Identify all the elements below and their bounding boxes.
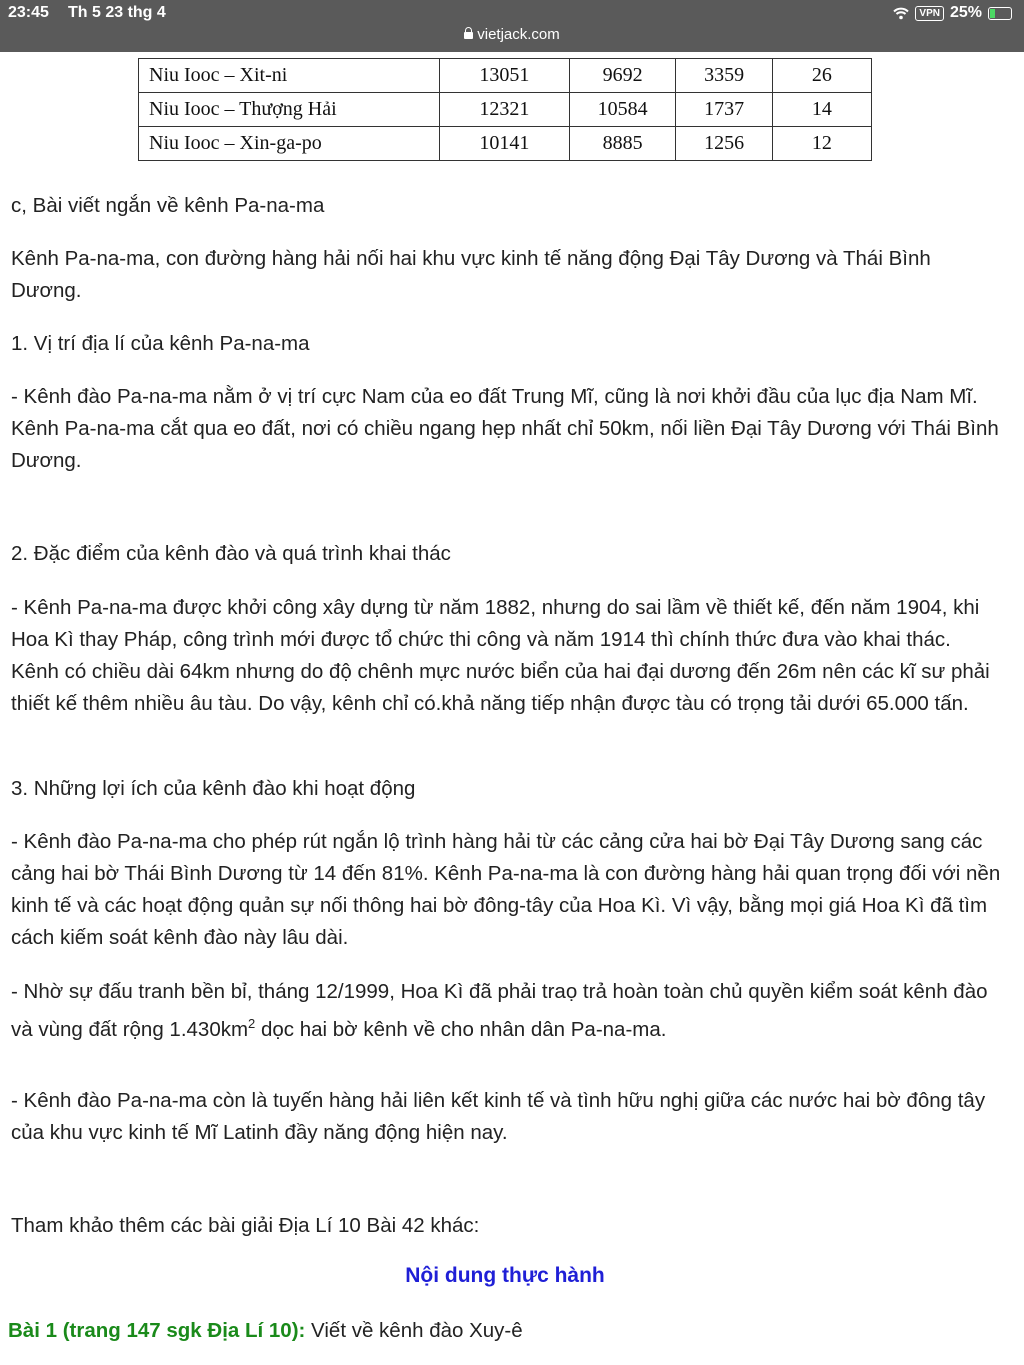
lock-icon (464, 32, 473, 39)
url-text: vietjack.com (477, 26, 560, 43)
table-cell: 3359 (676, 59, 772, 93)
url-bar[interactable] (0, 26, 1024, 43)
table-cell: 14 (772, 93, 871, 127)
status-date: Th 5 23 thg 4 (68, 4, 166, 21)
practice-content-link[interactable]: Nội dung thực hành (405, 1264, 605, 1287)
sovereignty-text: - Nhờ sự đấu tranh bền bỉ, tháng 12/1999, Hoa Kì đã phải traọ trả hoàn toàn chủ quyền kiểm soát kênh đào và vùng đất rộng 1.430km (11, 980, 988, 1041)
table-cell: 13051 (439, 59, 569, 93)
exercise-title[interactable]: Bài 1 (trang 147 sgk Địa Lí 10): (8, 1319, 306, 1342)
table-cell: 1737 (676, 93, 772, 127)
status-bar (0, 0, 1024, 52)
paragraph-benefits: - Kênh đào Pa-na-ma cho phép rút ngắn lộ trình hàng hải từ các cảng cửa hai bờ Đại Tây Dương sang các cảng hai bờ Thái Bình Dương từ 14 đến 81%. Kênh Pa-na-ma là con đường hàng hải quan trọng đối với nền kinh tế và các hoạt động quản sự nối thông hai bờ đông-tây của Hoa Kì. Vì vậy, bằng mọi giá Hoa Kì đã tìm cách kiếm soát kênh đào này lâu dài. (11, 830, 1001, 949)
table-cell: 1256 (676, 127, 772, 161)
section-heading-c: c, Bài viết ngắn về kênh Pa-na-ma (11, 194, 325, 217)
paragraph-location: - Kênh đào Pa-na-ma nằm ở vị trí cực Nam của eo đất Trung Mĩ, cũng là nơi khởi đầu của lục địa Nam Mĩ. Kênh Pa-na-ma cắt qua eo đất, nơi có chiều ngang hẹp nhất chỉ 50km, nối liền Đại Tây Dương với Thái Bình Dương. (11, 385, 999, 472)
paragraph-characteristics: - Kênh Pa-na-ma được khởi công xây dựng từ năm 1882, nhưng do sai lầm về thiết kế, đến năm 1904, khi Hoa Kì thay Pháp, công trình mới được tổ chức thi công và năm 1914 thì chính thức đưa vào khai thác. Kênh có chiều dài 64km nhưng do độ chênh mực nước biển của hai đại dương đến 26m nên các kĩ sư phải thiết kế thêm nhiều âu tàu. Do vậy, kênh chỉ có.khả năng tiếp nhận được tàu có trọng tải dưới 65.000 tấn. (11, 596, 990, 715)
table-cell-route: Niu Iooc – Xin-ga-po (139, 127, 440, 161)
table-cell: 12 (772, 127, 871, 161)
battery-level (990, 9, 995, 18)
paragraph-sovereignty (11, 976, 1003, 1046)
battery-icon (988, 7, 1012, 20)
status-indicators (893, 4, 1012, 22)
table-row (139, 59, 872, 93)
intro-paragraph: Kênh Pa-na-ma, con đường hàng hải nối hai khu vực kinh tế năng động Đại Tây Dương và Thái Bình Dương. (11, 247, 931, 302)
table-row (139, 93, 872, 127)
superscript: 2 (248, 1016, 256, 1031)
exercise-link[interactable] (8, 1319, 523, 1343)
wifi-icon (893, 7, 909, 20)
table-cell: 12321 (439, 93, 569, 127)
table-cell-route: Niu Iooc – Xit-ni (139, 59, 440, 93)
table-cell: 9692 (569, 59, 675, 93)
status-time: 23:45 (8, 4, 49, 21)
distance-table (138, 58, 872, 161)
table-cell: 10141 (439, 127, 569, 161)
paragraph-friendship: - Kênh đào Pa-na-ma còn là tuyến hàng hải liên kết kinh tế và tình hữu nghị giữa các nước hai bờ đông tây của khu vực kinh tế Mĩ Latinh đầy năng động hiện nay. (11, 1089, 986, 1144)
sovereignty-text-end: dọc hai bờ kênh về cho nhân dân Pa-na-ma. (255, 1017, 667, 1041)
table-cell: 8885 (569, 127, 675, 161)
exercise-text: Viết về kênh đào Xuy-ê (305, 1319, 523, 1342)
heading-location: 1. Vị trí địa lí của kênh Pa-na-ma (11, 332, 310, 355)
table-cell: 10584 (569, 93, 675, 127)
table-row (139, 127, 872, 161)
heading-benefits: 3. Những lợi ích của kênh đào khi hoạt động (11, 777, 416, 800)
heading-characteristics: 2. Đặc điểm của kênh đào và quá trình khai thác (11, 542, 451, 565)
vpn-badge: VPN (915, 6, 944, 21)
battery-percent: 25% (949, 4, 982, 21)
table-cell-route: Niu Iooc – Thượng Hải (139, 93, 440, 127)
table-cell: 26 (772, 59, 871, 93)
more-solutions-text: Tham khảo thêm các bài giải Địa Lí 10 Bài 42 khác: (11, 1214, 480, 1237)
